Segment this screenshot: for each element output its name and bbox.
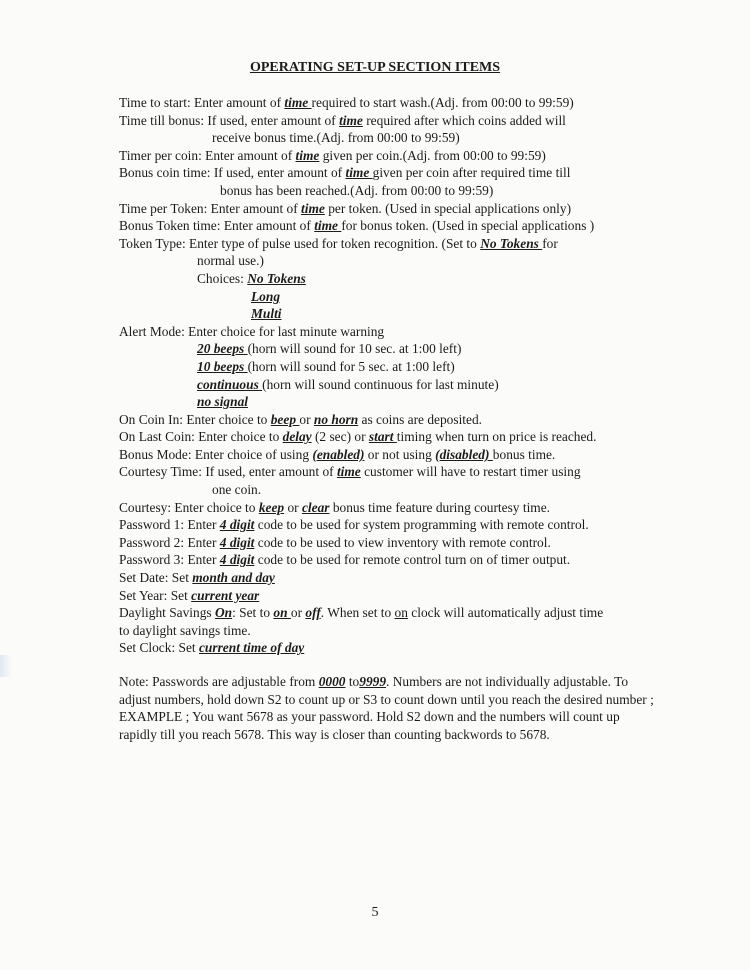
alert-choice-no-signal: no signal — [197, 394, 248, 410]
item-password-1: Password 1: Enter 4 digit code to be used for system programming with remote control. — [119, 517, 589, 533]
alert-choice-continuous: continuous (horn will sound continuous for last minute) — [197, 376, 499, 392]
item-token-type: Token Type: Enter type of pulse used for token recognition. (Set to No Tokens for — [119, 235, 558, 251]
settings-list — [119, 94, 659, 743]
item-time-till-bonus-cont: receive bonus time.(Adj. from 00:00 to 99:59) — [212, 130, 460, 146]
item-set-date: Set Date: Set month and day — [119, 570, 275, 586]
item-on-coin-in: On Coin In: Enter choice to beep or no horn as coins are deposited. — [119, 411, 483, 427]
token-choice-long: Long — [251, 288, 281, 304]
item-bonus-coin-time-cont: bonus has been reached.(Adj. from 00:00 to 99:59) — [220, 182, 494, 198]
token-choices: Choices: No Tokens — [197, 270, 306, 286]
page-title: OPERATING SET-UP SECTION ITEMS — [249, 60, 501, 75]
password-note: Note: Passwords are adjustable from 0000 to9999. Numbers are not individually adjustable. To adjust numbers, hold down S2 to count up or S3 to count down until you reach the desired number ; EXAMPLE ; You want 5678 as your password. Hold S2 down and the numbers will count up rapidly till you reach 5678. This way is closer than counting backwords to 5678. — [119, 674, 654, 742]
token-choice-multi: Multi — [251, 306, 282, 322]
item-token-type-cont: normal use.) — [197, 253, 264, 269]
item-time-till-bonus: Time till bonus: If used, enter amount of time required after which coins added will — [119, 112, 566, 128]
item-timer-per-coin: Timer per coin: Enter amount of time given per coin.(Adj. from 00:00 to 99:59) — [119, 147, 546, 163]
item-courtesy-time: Courtesy Time: If used, enter amount of time customer will have to restart timer using — [119, 464, 581, 480]
item-bonus-coin-time: Bonus coin time: If used, enter amount of time given per coin after required time till — [119, 165, 571, 181]
item-set-clock: Set Clock: Set current time of day — [119, 640, 305, 656]
item-bonus-token-time: Bonus Token time: Enter amount of time for bonus token. (Used in special applications ) — [119, 218, 595, 234]
alert-choice-20-beeps: 20 beeps (horn will sound for 10 sec. at 1:00 left) — [197, 341, 462, 357]
item-time-to-start: Time to start: Enter amount of time required to start wash.(Adj. from 00:00 to 99:59) — [119, 95, 574, 110]
item-courtesy: Courtesy: Enter choice to keep or clear bonus time feature during courtesy time. — [119, 499, 550, 515]
item-courtesy-time-cont: one coin. — [212, 482, 262, 498]
item-set-year: Set Year: Set current year — [119, 587, 260, 603]
item-on-last-coin: On Last Coin: Enter choice to delay (2 sec) or start timing when turn on price is reached. — [119, 429, 597, 445]
item-bonus-mode: Bonus Mode: Enter choice of using (enabled) or not using (disabled) bonus time. — [119, 446, 556, 462]
page-number: 5 — [371, 905, 379, 920]
scan-artifact — [0, 655, 12, 677]
item-daylight-savings-cont: to daylight savings time. — [119, 622, 251, 638]
item-password-2: Password 2: Enter 4 digit code to be used to view inventory with remote control. — [119, 534, 551, 550]
item-daylight-savings: Daylight Savings On: Set to on or off. When set to on clock will automatically adjust time — [119, 605, 604, 621]
item-password-3: Password 3: Enter 4 digit code to be used for remote control turn on of timer output. — [119, 552, 571, 568]
alert-choice-10-beeps: 10 beeps (horn will sound for 5 sec. at 1:00 left) — [197, 358, 455, 374]
item-time-per-token: Time per Token: Enter amount of time per token. (Used in special applications only) — [119, 200, 572, 216]
item-alert-mode: Alert Mode: Enter choice for last minute warning — [119, 323, 385, 339]
